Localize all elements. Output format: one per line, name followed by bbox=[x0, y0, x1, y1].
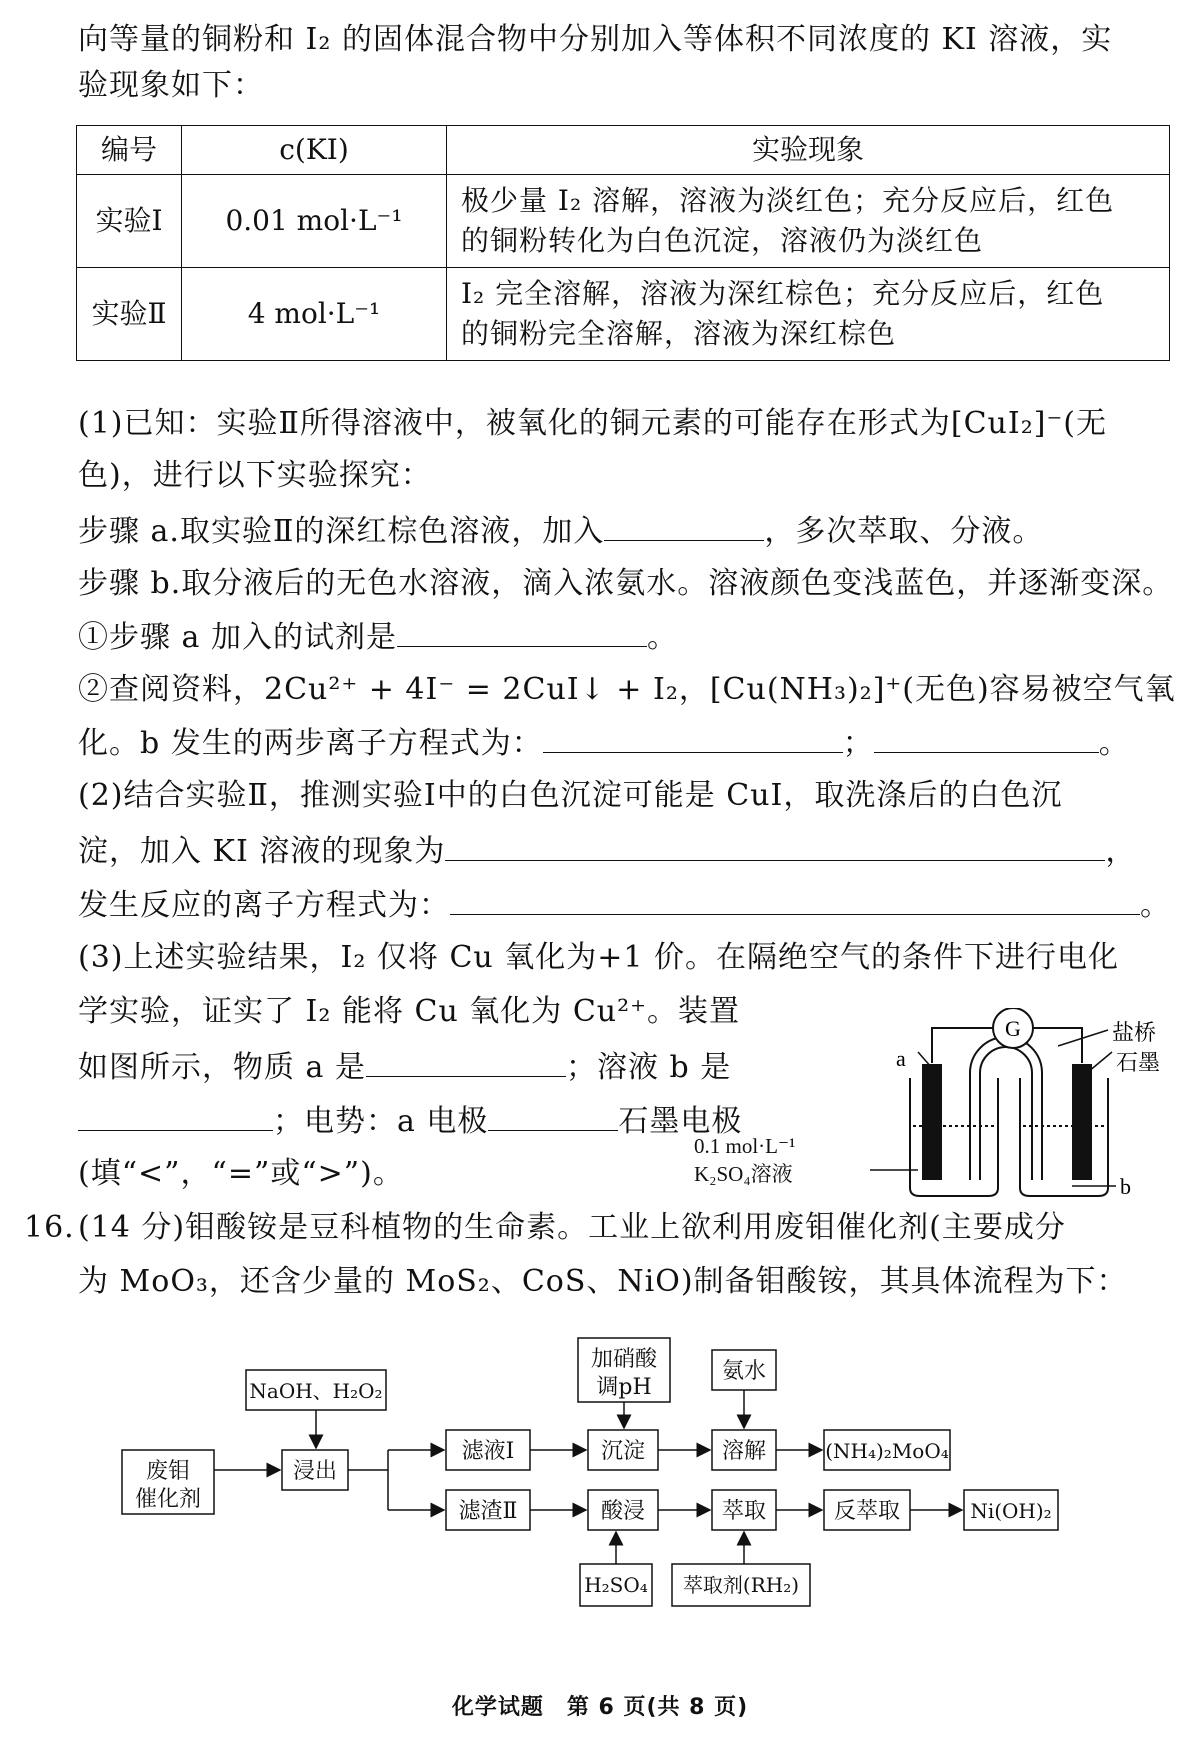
flow-extractant: 萃取剂(RH₂) bbox=[682, 1573, 800, 1597]
q3-potential-tail: 石墨电极 bbox=[618, 1104, 743, 1139]
flow-filtrate1: 滤液Ⅰ bbox=[461, 1439, 515, 1464]
cell-solution-label bbox=[694, 1132, 795, 1188]
flow-residue2: 滤渣Ⅱ bbox=[458, 1499, 518, 1524]
q3-potential-text: ；电势：a 电极 bbox=[273, 1104, 489, 1139]
flow-acid-leach: 酸浸 bbox=[600, 1499, 646, 1524]
flow-h2so4: H₂SO₄ bbox=[584, 1573, 648, 1597]
flow-leach: 浸出 bbox=[292, 1459, 338, 1484]
label-a: a bbox=[896, 1046, 906, 1071]
row1-observation bbox=[447, 175, 1170, 268]
answer-blank-equation[interactable] bbox=[450, 884, 1140, 915]
flow-product1: (NH₄)₂MoO₄ bbox=[825, 1439, 949, 1463]
answer-blank-phenomenon[interactable] bbox=[445, 830, 1105, 861]
q2-equation-tail: 。 bbox=[1140, 888, 1171, 923]
q16-line-2: 为 MoO₃，还含少量的 MoS₂、CoS、NiO)制备钼酸铵，其具体流程为下： bbox=[78, 1264, 1128, 1299]
q3-line-5: (填“<”，“=”或“>”)。 bbox=[78, 1156, 404, 1191]
q1-line-4: 步骤 b.取分液后的无色水溶液，滴入浓氨水。溶液颜色变浅蓝色，并逐渐变深。 bbox=[78, 566, 1174, 601]
answer-blank-eq1[interactable] bbox=[543, 722, 843, 753]
row2-obs-line1: I₂ 完全溶解，溶液为深红棕色；充分反应后，红色 bbox=[461, 277, 1105, 310]
q3-a-text: 如图所示，物质 a 是 bbox=[78, 1050, 366, 1085]
q1-sub2-text: 化。b 发生的两步离子方程式为： bbox=[78, 726, 543, 761]
flow-back-extract: 反萃取 bbox=[833, 1499, 901, 1524]
q2-phenomenon-tail: ， bbox=[1105, 834, 1137, 869]
flow-product2: Ni(OH)₂ bbox=[970, 1499, 1052, 1523]
row1-conc: 0.01 mol·L⁻¹ bbox=[182, 175, 447, 268]
q1-line-6: ②查阅资料，2Cu²⁺ + 4I⁻ = 2CuI↓ + I₂，[Cu(NH₃)₂]⁺(无色)容易被空气氧 bbox=[78, 672, 1176, 707]
graphite-electrode bbox=[1072, 1064, 1092, 1180]
q1-sub2-tail: 。 bbox=[1098, 726, 1130, 761]
q16-line-1: (14 分)钼酸铵是豆科植物的生命素。工业上欲利用废钼催化剂(主要成分 bbox=[78, 1210, 1066, 1245]
page-footer: 化学试题 第 6 页(共 8 页) bbox=[451, 1695, 749, 1720]
flow-acid-ph-2: 调pH bbox=[596, 1375, 652, 1400]
electrode-a bbox=[922, 1064, 942, 1180]
answer-blank-potential[interactable] bbox=[488, 1100, 618, 1131]
q1-line-7 bbox=[78, 722, 1170, 764]
q2-line-1: (2)结合实验Ⅱ，推测实验Ⅰ中的白色沉淀可能是 CuI，取洗涤后的白色沉 bbox=[78, 778, 1063, 813]
answer-blank-substance-a[interactable] bbox=[366, 1046, 566, 1077]
intro-line-1: 向等量的铜粉和 I₂ 的固体混合物中分别加入等体积不同浓度的 KI 溶液，实 bbox=[78, 22, 1113, 57]
row1-obs-line1: 极少量 I₂ 溶解，溶液为淡红色；充分反应后，红色 bbox=[461, 184, 1115, 217]
flow-start-2: 催化剂 bbox=[134, 1487, 202, 1512]
salt-bridge-label: 盐桥 bbox=[1112, 1021, 1157, 1046]
table-row bbox=[77, 268, 1170, 361]
q3-line-2: 学实验，证实了 I₂ 能将 Cu 氧化为 Cu²⁺。装置 bbox=[78, 994, 740, 1029]
flow-start-1: 废钼 bbox=[145, 1459, 191, 1484]
process-flow-diagram bbox=[120, 1330, 1180, 1660]
header-conc: c(KI) bbox=[182, 126, 447, 175]
table-header-row bbox=[77, 126, 1170, 175]
flow-precip: 沉淀 bbox=[600, 1439, 646, 1464]
answer-blank-sub1[interactable] bbox=[397, 616, 647, 647]
q1-line-1: (1)已知：实验Ⅱ所得溶液中，被氧化的铜元素的可能存在形式为[CuI₂]⁻(无 bbox=[78, 406, 1107, 441]
header-id: 编号 bbox=[77, 126, 182, 175]
q3-b-text: ；溶液 b 是 bbox=[565, 1050, 732, 1085]
q3-line-1: (3)上述实验结果，I₂ 仅将 Cu 氧化为+1 价。在隔绝空气的条件下进行电化 bbox=[78, 940, 1120, 975]
q1-step-a-tail: ，多次萃取、分液。 bbox=[764, 514, 1044, 549]
q2-phenomenon-text: 淀，加入 KI 溶液的现象为 bbox=[78, 834, 446, 869]
experiment-table bbox=[76, 125, 1170, 361]
row2-obs-line2: 的铜粉完全溶解，溶液为深红棕色 bbox=[461, 317, 897, 350]
galvanometer-label: G bbox=[1005, 1016, 1021, 1041]
cell-solution-conc: 0.1 mol·L⁻¹ bbox=[694, 1134, 796, 1158]
q1-line-3 bbox=[78, 510, 1170, 552]
q1-line-2: 色)，进行以下实验探究： bbox=[78, 458, 432, 493]
row1-id: 实验Ⅰ bbox=[77, 175, 182, 268]
flow-reagent1: NaOH、H₂O₂ bbox=[249, 1379, 383, 1403]
q2-line-2 bbox=[78, 830, 1170, 872]
answer-blank-eq2[interactable] bbox=[874, 722, 1099, 753]
q1-sub1-tail: 。 bbox=[646, 620, 678, 655]
header-observation: 实验现象 bbox=[447, 126, 1170, 175]
row2-observation bbox=[447, 268, 1170, 361]
label-b: b bbox=[1120, 1174, 1131, 1199]
q1-sub1-text: ①步骤 a 加入的试剂是 bbox=[78, 620, 397, 655]
graphite-label: 石墨 bbox=[1116, 1051, 1161, 1076]
row2-id: 实验Ⅱ bbox=[77, 268, 182, 361]
electrochemical-cell-diagram bbox=[760, 1008, 1180, 1208]
q1-line-5 bbox=[78, 616, 1170, 658]
q16-number: 16. bbox=[24, 1210, 75, 1245]
cell-solution-name: K₂SO₄溶液 bbox=[694, 1162, 793, 1186]
answer-blank-solution-b[interactable] bbox=[78, 1100, 273, 1131]
flow-dissolve: 溶解 bbox=[721, 1439, 767, 1464]
row1-obs-line2: 的铜粉转化为白色沉淀，溶液仍为淡红色 bbox=[461, 224, 984, 257]
answer-blank-reagent[interactable] bbox=[604, 510, 764, 541]
table-row bbox=[77, 175, 1170, 268]
q2-line-3 bbox=[78, 884, 1170, 926]
flow-acid-ph-1: 加硝酸 bbox=[590, 1347, 658, 1372]
q1-step-a-text: 步骤 a.取实验Ⅱ的深红棕色溶液，加入 bbox=[78, 514, 605, 549]
row2-conc: 4 mol·L⁻¹ bbox=[182, 268, 447, 361]
q2-equation-text: 发生反应的离子方程式为： bbox=[78, 888, 450, 923]
intro-line-2: 验现象如下： bbox=[78, 68, 264, 103]
q1-sub2-sep: ； bbox=[842, 726, 874, 761]
flow-ammonia: 氨水 bbox=[721, 1359, 767, 1384]
flow-extract: 萃取 bbox=[721, 1499, 767, 1524]
